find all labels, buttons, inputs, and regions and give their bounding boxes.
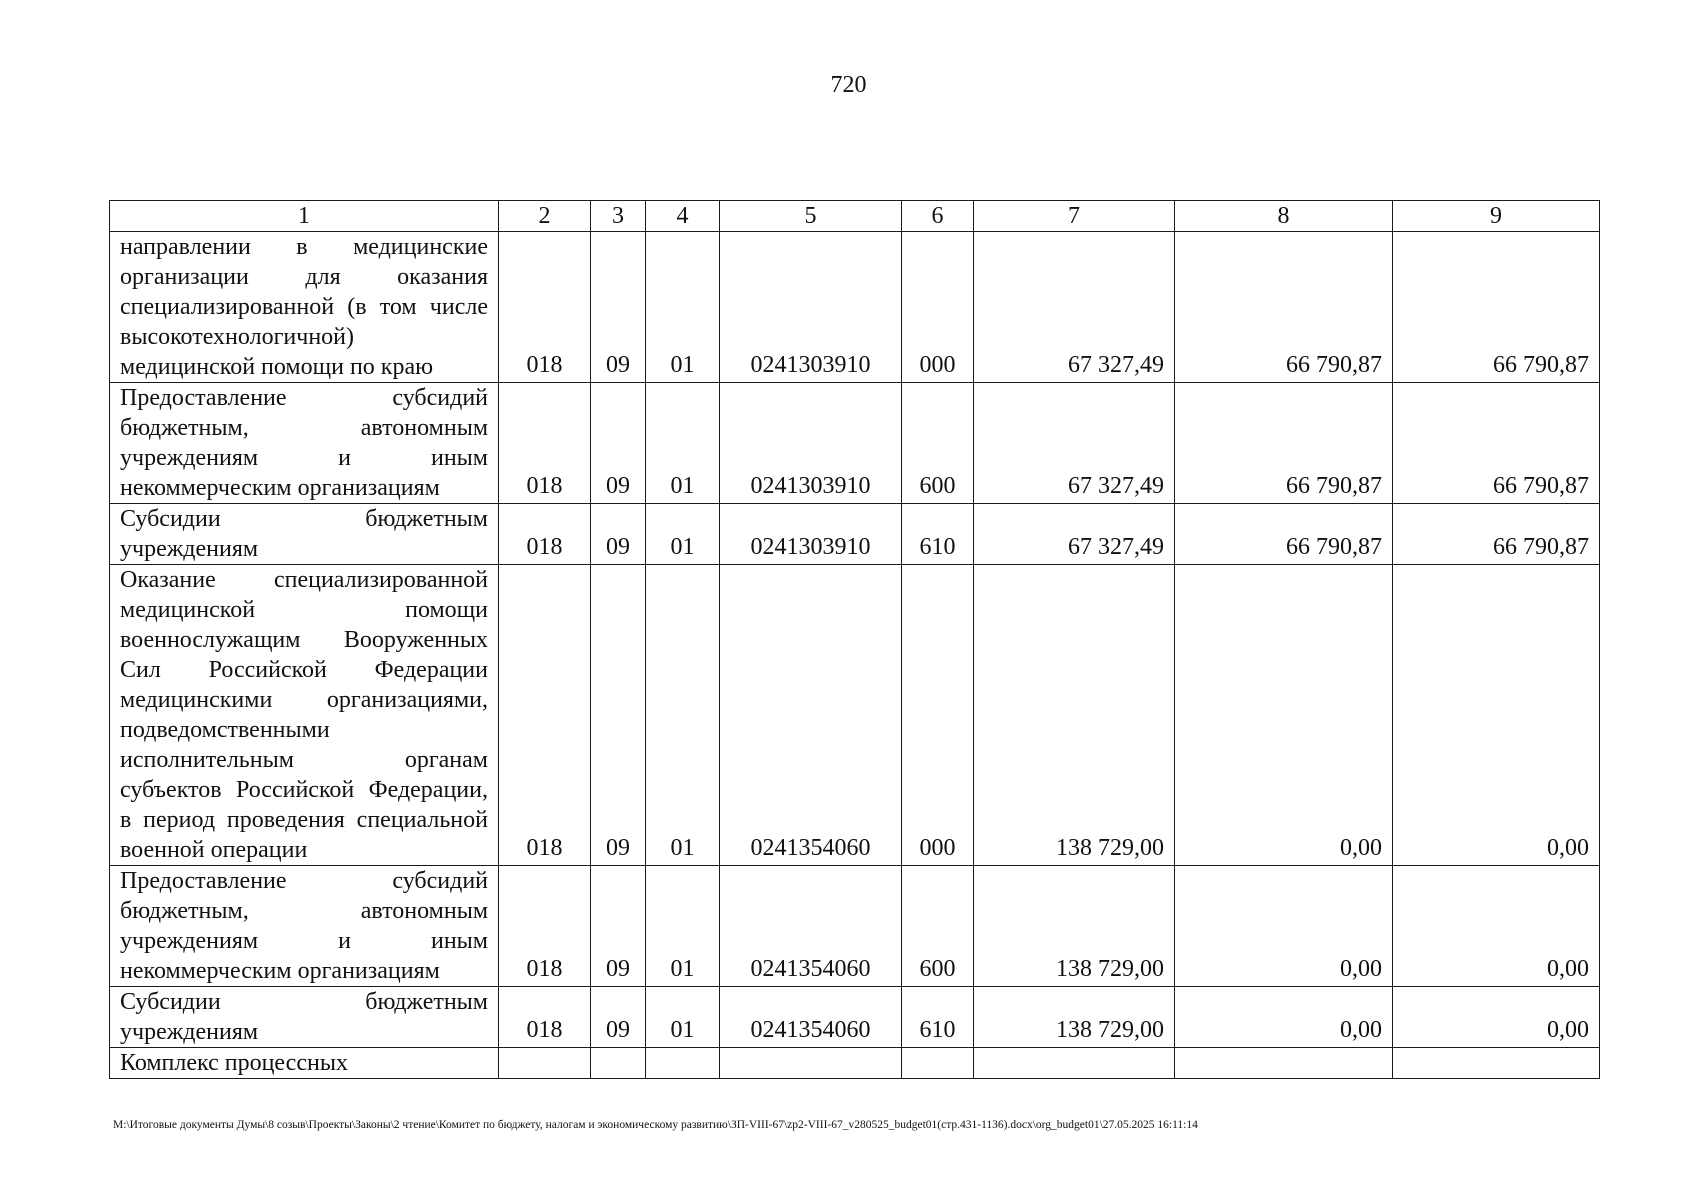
cell-expense-type: 600 <box>902 383 974 504</box>
table-row <box>110 504 1600 565</box>
row-description: Субсидии бюджетным учреждениям <box>110 987 499 1048</box>
cell-target-article: 0241303910 <box>720 383 902 504</box>
cell-ministry-code: 018 <box>499 383 591 504</box>
row-description: Комплекс процессных <box>110 1048 499 1079</box>
cell-amount-8: 66 790,87 <box>1175 232 1393 383</box>
table-row <box>110 565 1600 866</box>
cell-amount-9: 0,00 <box>1393 565 1600 866</box>
cell-amount-9: 66 790,87 <box>1393 232 1600 383</box>
cell-ministry-code: 018 <box>499 232 591 383</box>
table-row <box>110 987 1600 1048</box>
cell-section: 09 <box>591 232 646 383</box>
cell-subsection: 01 <box>646 232 720 383</box>
column-header: 9 <box>1393 201 1600 232</box>
table-row <box>110 866 1600 987</box>
cell-subsection: 01 <box>646 987 720 1048</box>
cell-amount-7: 67 327,49 <box>974 504 1175 565</box>
cell-amount-7: 67 327,49 <box>974 383 1175 504</box>
cell-target-article: 0241303910 <box>720 504 902 565</box>
column-header: 2 <box>499 201 591 232</box>
cell-section: 09 <box>591 565 646 866</box>
cell-amount-9: 0,00 <box>1393 866 1600 987</box>
cell-section: 09 <box>591 504 646 565</box>
cell-target-article: 0241303910 <box>720 232 902 383</box>
empty-cell <box>1175 1048 1393 1079</box>
cell-expense-type: 600 <box>902 866 974 987</box>
page-number: 720 <box>830 72 867 98</box>
cell-amount-9: 66 790,87 <box>1393 504 1600 565</box>
cell-amount-8: 0,00 <box>1175 866 1393 987</box>
document-file-path: M:\Итоговые документы Думы\8 созыв\Проекты\Законы\2 чтение\Комитет по бюджету, налогам и экономическому развитию\ЗП-VIII-67\zp2-VIII-67_v280525_budget01(стр.431-1136).docx\org_budget01\27.05.2025 16:11:14 <box>113 1119 1198 1131</box>
cell-amount-8: 0,00 <box>1175 987 1393 1048</box>
cell-section: 09 <box>591 866 646 987</box>
empty-cell <box>974 1048 1175 1079</box>
cell-subsection: 01 <box>646 565 720 866</box>
cell-amount-7: 67 327,49 <box>974 232 1175 383</box>
cell-amount-7: 138 729,00 <box>974 866 1175 987</box>
empty-cell <box>902 1048 974 1079</box>
cell-subsection: 01 <box>646 866 720 987</box>
row-description: Предоставление субсидий бюджетным, автономным учреждениям и иным некоммерческим организациям <box>110 866 499 987</box>
empty-cell <box>720 1048 902 1079</box>
empty-cell <box>499 1048 591 1079</box>
column-header: 5 <box>720 201 902 232</box>
cell-amount-8: 0,00 <box>1175 565 1393 866</box>
row-description: направлении в медицинские организации для оказания специализированной (в том числе высокотехнологичной) медицинской помощи по краю <box>110 232 499 383</box>
cell-ministry-code: 018 <box>499 866 591 987</box>
cell-amount-8: 66 790,87 <box>1175 383 1393 504</box>
cell-amount-7: 138 729,00 <box>974 987 1175 1048</box>
cell-ministry-code: 018 <box>499 504 591 565</box>
table-row <box>110 232 1600 383</box>
cell-expense-type: 000 <box>902 232 974 383</box>
cell-ministry-code: 018 <box>499 987 591 1048</box>
cell-subsection: 01 <box>646 504 720 565</box>
budget-table <box>109 200 1600 1079</box>
column-header: 1 <box>110 201 499 232</box>
cell-ministry-code: 018 <box>499 565 591 866</box>
row-description: Субсидии бюджетным учреждениям <box>110 504 499 565</box>
cell-section: 09 <box>591 383 646 504</box>
cell-amount-7: 138 729,00 <box>974 565 1175 866</box>
cell-target-article: 0241354060 <box>720 866 902 987</box>
cell-target-article: 0241354060 <box>720 987 902 1048</box>
empty-cell <box>646 1048 720 1079</box>
table-row <box>110 383 1600 504</box>
table-header-row <box>110 201 1600 232</box>
cell-amount-9: 0,00 <box>1393 987 1600 1048</box>
column-header: 4 <box>646 201 720 232</box>
column-header: 3 <box>591 201 646 232</box>
column-header: 7 <box>974 201 1175 232</box>
cell-target-article: 0241354060 <box>720 565 902 866</box>
column-header: 8 <box>1175 201 1393 232</box>
cell-expense-type: 000 <box>902 565 974 866</box>
table-row-partial <box>110 1048 1600 1079</box>
cell-amount-8: 66 790,87 <box>1175 504 1393 565</box>
empty-cell <box>591 1048 646 1079</box>
cell-expense-type: 610 <box>902 987 974 1048</box>
column-header: 6 <box>902 201 974 232</box>
cell-subsection: 01 <box>646 383 720 504</box>
cell-section: 09 <box>591 987 646 1048</box>
cell-amount-9: 66 790,87 <box>1393 383 1600 504</box>
row-description: Предоставление субсидий бюджетным, автономным учреждениям и иным некоммерческим организациям <box>110 383 499 504</box>
row-description: Оказание специализированной медицинской помощи военнослужащим Вооруженных Сил Российской Федерации медицинскими организациями, подведомственными исполнительным органам субъектов Российской Федерации, в период проведения специальной военной операции <box>110 565 499 866</box>
cell-expense-type: 610 <box>902 504 974 565</box>
empty-cell <box>1393 1048 1600 1079</box>
